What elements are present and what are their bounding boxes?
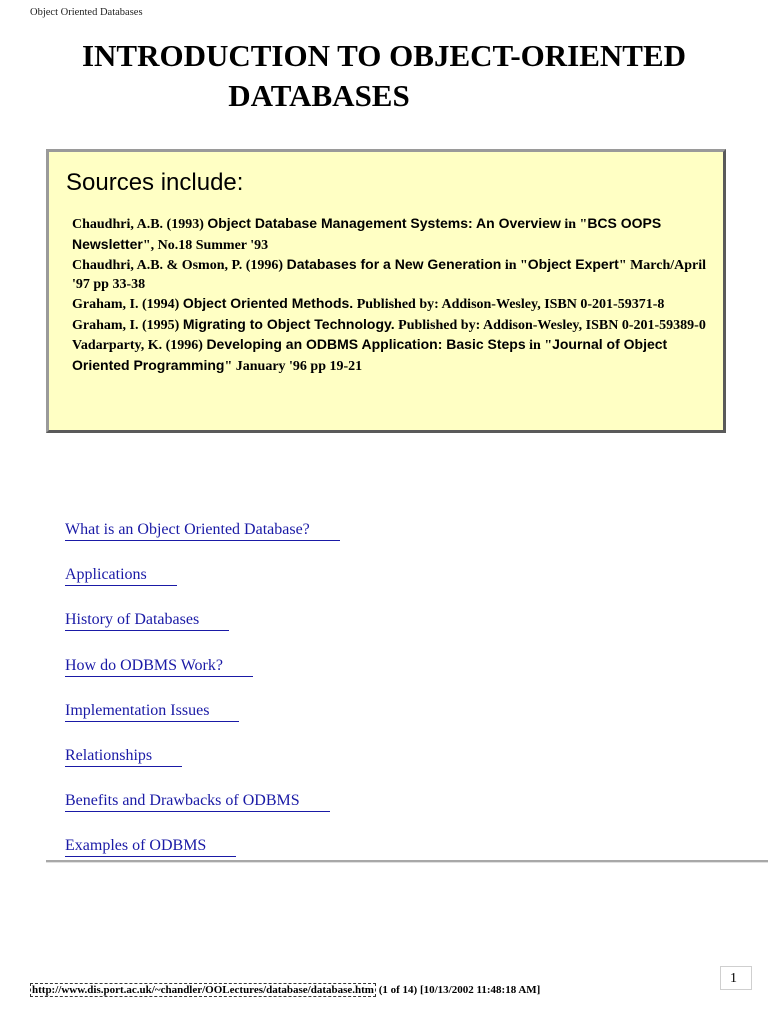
footer-page-info: (1 of 14) [10/13/2002 11:48:18 AM] — [375, 984, 541, 996]
ref-tail: " January '96 pp 19-21 — [224, 358, 363, 374]
horizontal-rule — [46, 860, 768, 863]
ref-tail: ", No.18 Summer '93 — [142, 237, 269, 253]
page-number: 1 — [730, 971, 737, 986]
sources-heading: Sources include: — [66, 169, 244, 196]
link-relationships[interactable]: Relationships — [65, 746, 182, 767]
footer — [30, 984, 540, 996]
link-implementation-issues[interactable]: Implementation Issues — [65, 701, 239, 722]
reference-list — [72, 214, 722, 376]
link-history-of-databases[interactable]: History of Databases — [65, 610, 229, 631]
link-examples-of-odbms[interactable]: Examples of ODBMS — [65, 836, 236, 857]
ref-mid: in " — [525, 338, 553, 353]
ref-tail: " March/April '97 pp 33-38 — [72, 258, 707, 292]
ref-title: Developing an ODBMS Application: Basic Steps — [206, 336, 526, 352]
page-title — [0, 36, 768, 116]
footer-url-link[interactable]: http://www.dis.port.ac.uk/~chandler/OOLectures/database/database.htm — [32, 984, 374, 996]
ref-publication: Journal of Object Oriented Programming — [72, 336, 668, 373]
ref-author: Graham, I. (1995) — [72, 317, 183, 333]
topic-links — [65, 520, 340, 882]
link-how-odbms-work[interactable]: How do ODBMS Work? — [65, 656, 253, 677]
ref-author: Vadarparty, K. (1996) — [72, 338, 207, 353]
ref-mid: in " — [560, 217, 588, 232]
ref-mid: in " — [501, 258, 528, 273]
sources-box — [46, 149, 726, 433]
page-number-box — [720, 966, 752, 990]
reference-item — [72, 294, 722, 315]
link-what-is-odb[interactable]: What is an Object Oriented Database? — [65, 520, 340, 541]
ref-title: Object Oriented Methods. — [182, 295, 354, 311]
ref-author: Chaudhri, A.B. & Osmon, P. (1996) — [72, 258, 287, 273]
link-benefits-drawbacks[interactable]: Benefits and Drawbacks of ODBMS — [65, 791, 330, 812]
ref-mid: Published by: Addison-Wesley, ISBN 0-201-59389-0 — [394, 317, 706, 333]
ref-title: Object Database Management Systems: An Overview — [207, 215, 561, 231]
ref-title: Databases for a New Generation — [286, 256, 502, 272]
reference-item — [72, 335, 722, 376]
ref-publication: BCS OOPS Newsletter — [72, 215, 662, 252]
document-header-label: Object Oriented Databases — [30, 7, 143, 18]
reference-item — [72, 214, 722, 255]
ref-author: Graham, I. (1994) — [72, 297, 183, 312]
ref-publication: Object Expert — [527, 256, 619, 272]
ref-title: Migrating to Object Technology. — [182, 315, 395, 332]
link-applications[interactable]: Applications — [65, 565, 177, 586]
page-title-line-1: INTRODUCTION TO OBJECT-ORIENTED — [81, 38, 687, 73]
page-title-line-2: DATABASES — [228, 78, 410, 113]
ref-mid: Published by: Addison-Wesley, ISBN 0-201-59371-8 — [353, 297, 665, 312]
reference-item — [72, 315, 722, 336]
reference-item — [72, 255, 722, 294]
ref-author: Chaudhri, A.B. (1993) — [72, 217, 208, 232]
